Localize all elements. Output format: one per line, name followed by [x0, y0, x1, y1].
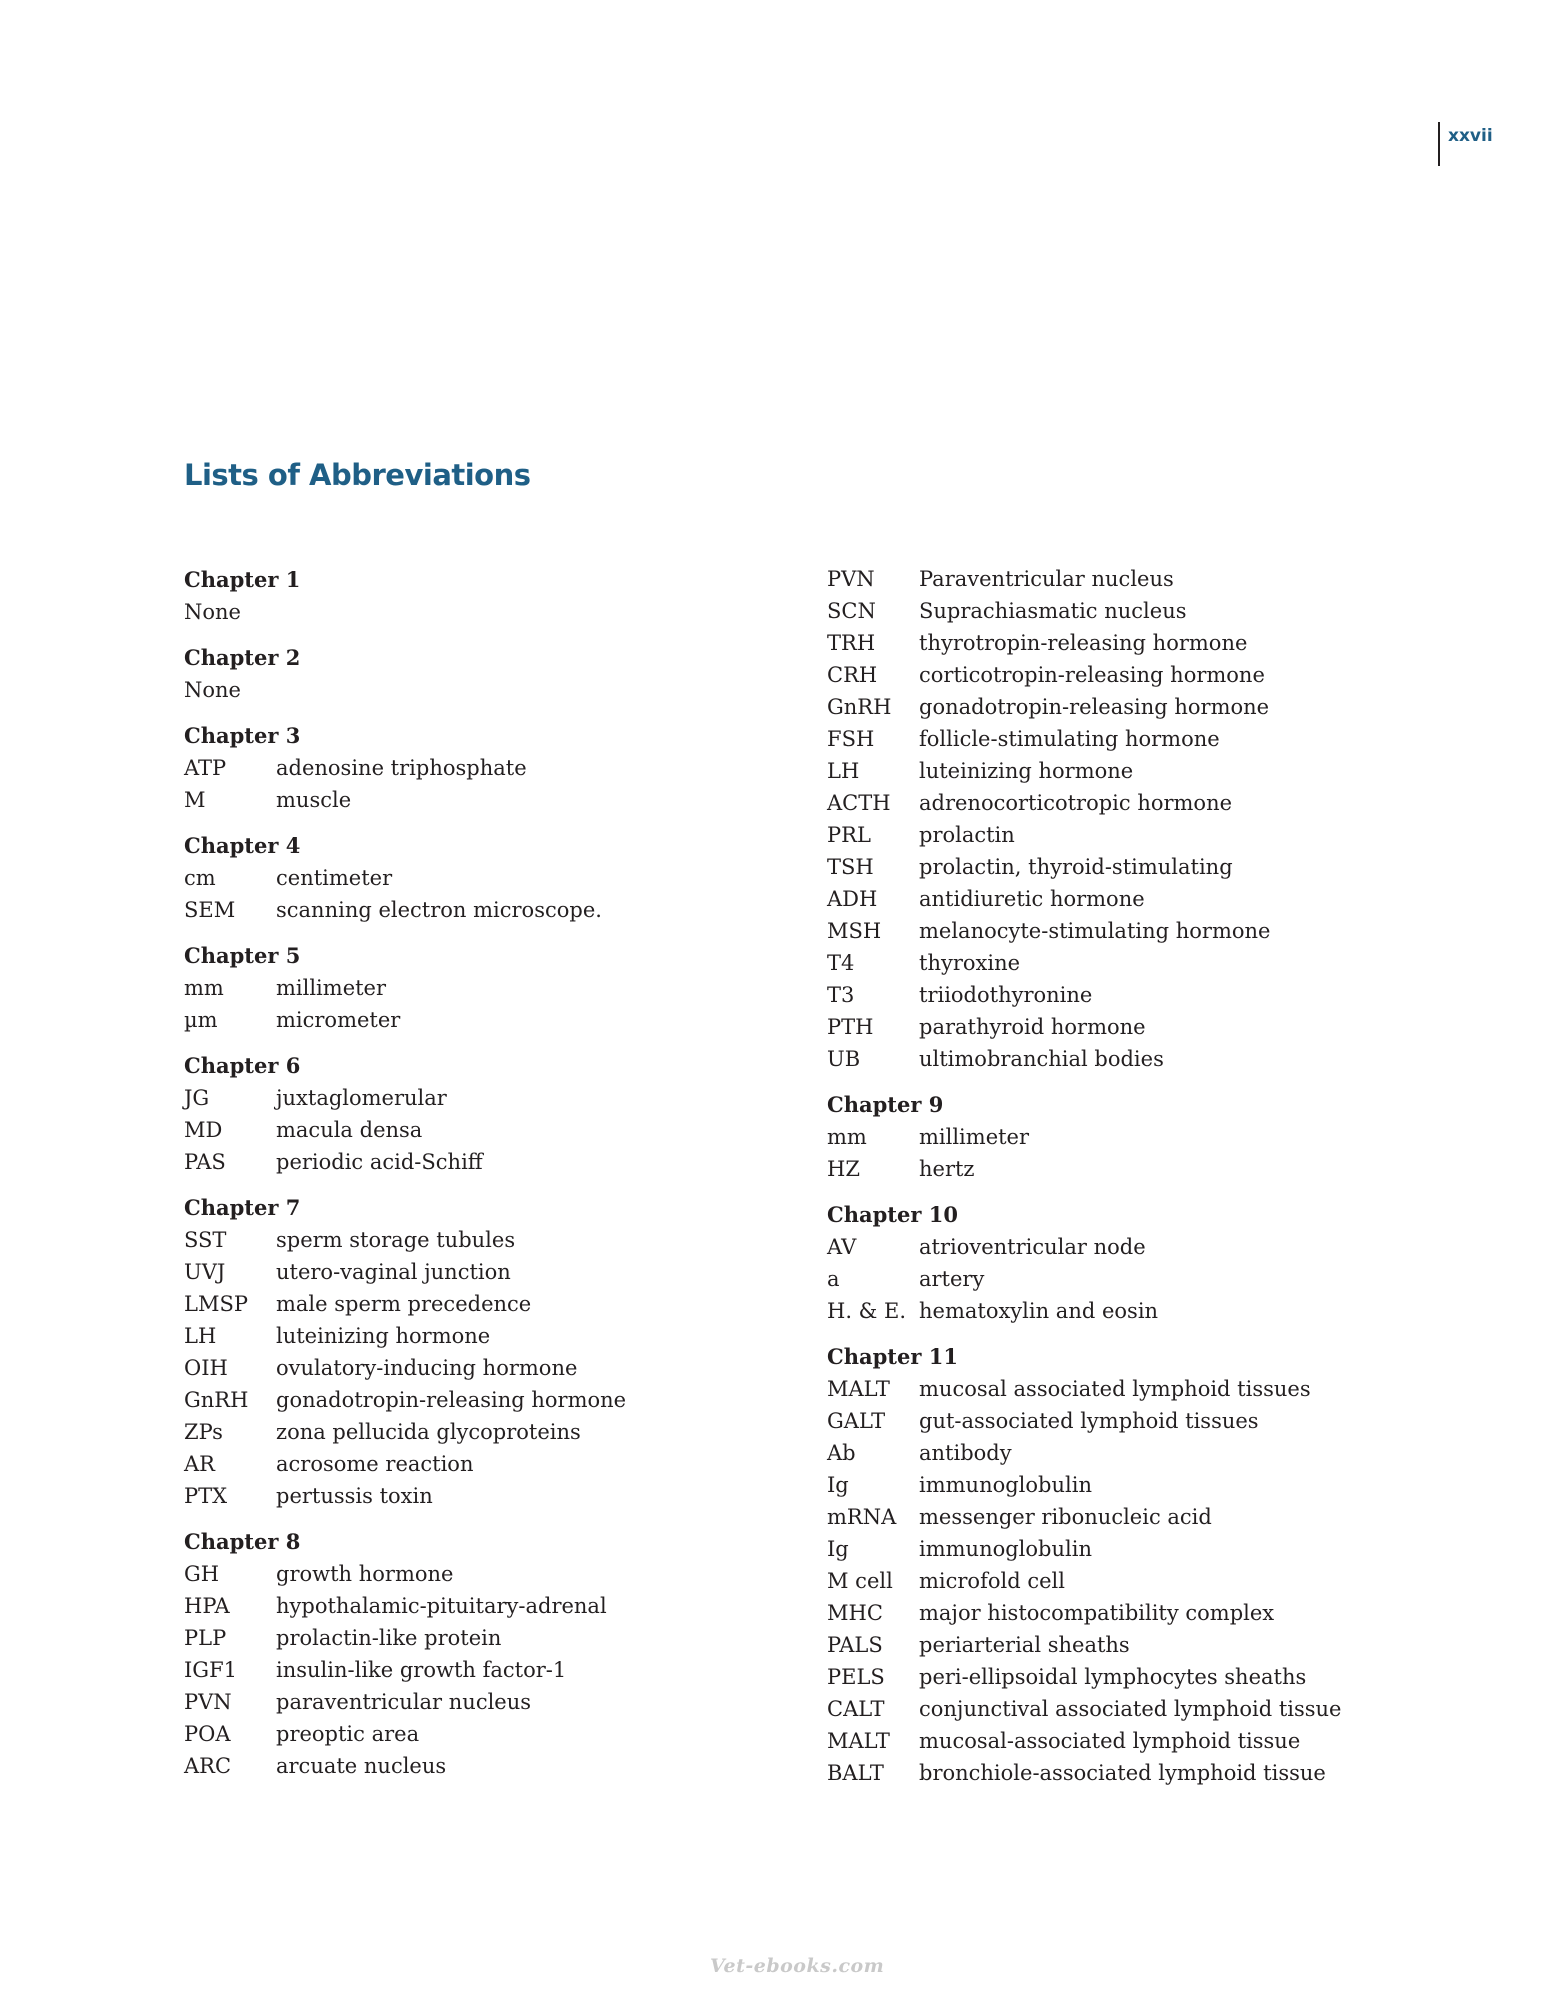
abbreviation-definition: immunoglobulin	[919, 1473, 1092, 1497]
abbreviation-definition: preoptic area	[276, 1722, 420, 1746]
abbreviation: cm	[184, 866, 216, 890]
abbreviation-definition: paraventricular nucleus	[276, 1690, 532, 1714]
abbreviation-entry	[827, 1437, 1387, 1469]
abbreviation: PELS	[827, 1665, 885, 1689]
abbreviation-definition: bronchiole-associated lymphoid tissue	[919, 1761, 1326, 1785]
abbreviation: TRH	[827, 631, 876, 655]
chapter-none-text: None	[184, 678, 241, 702]
abbreviation-entry	[827, 883, 1387, 915]
abbreviation: MD	[184, 1118, 223, 1142]
chapter-section	[184, 719, 744, 816]
chapter-heading: Chapter 1	[184, 567, 301, 592]
abbreviation-definition: major histocompatibility complex	[919, 1601, 1275, 1625]
abbreviation-definition: muscle	[276, 788, 352, 812]
abbreviation-entry	[827, 851, 1387, 883]
chapter-section	[184, 829, 744, 926]
chapter-section	[184, 1191, 744, 1512]
abbreviation-entry	[827, 1469, 1387, 1501]
abbreviation-entry	[184, 972, 744, 1004]
abbreviation: PLP	[184, 1626, 227, 1650]
chapter-section	[827, 1340, 1387, 1789]
abbreviation-definition: thyroxine	[919, 951, 1021, 975]
chapter-heading: Chapter 8	[184, 1529, 301, 1554]
abbreviation: FSH	[827, 727, 875, 751]
abbreviation: mRNA	[827, 1505, 897, 1529]
abbreviation-entry	[827, 1661, 1387, 1693]
abbreviation-definition: micrometer	[276, 1008, 401, 1032]
chapter-section	[184, 1049, 744, 1178]
abbreviation-definition: centimeter	[276, 866, 393, 890]
abbreviation: H. & E.	[827, 1299, 907, 1323]
chapter-heading: Chapter 6	[184, 1053, 301, 1078]
abbreviation: AR	[184, 1452, 215, 1476]
abbreviation: PTX	[184, 1484, 228, 1508]
abbreviation-definition: adrenocorticotropic hormone	[919, 791, 1233, 815]
abbreviation-definition: gonadotropin-releasing hormone	[919, 695, 1270, 719]
abbreviation-entry	[184, 1558, 744, 1590]
abbreviation-entry	[184, 1352, 744, 1384]
abbreviation-entry	[184, 1288, 744, 1320]
abbreviation: ACTH	[827, 791, 891, 815]
chapter-section	[184, 641, 744, 706]
abbreviation-definition: periodic acid-Schiff	[276, 1150, 483, 1174]
abbreviation-entry	[827, 755, 1387, 787]
chapter-heading: Chapter 2	[184, 645, 301, 670]
abbreviation-entry	[184, 894, 744, 926]
abbreviation-entry	[184, 1750, 744, 1782]
page-title: Lists of Abbreviations	[184, 458, 531, 492]
chapter-heading: Chapter 4	[184, 833, 301, 858]
abbreviation: mm	[184, 976, 224, 1000]
abbreviation-definition: prolactin-like protein	[276, 1626, 502, 1650]
abbreviation: ZPs	[184, 1420, 223, 1444]
abbreviation: GnRH	[184, 1388, 249, 1412]
abbreviation: MALT	[827, 1377, 890, 1401]
abbreviation-entry	[827, 1725, 1387, 1757]
abbreviation-definition: zona pellucida glycoproteins	[276, 1420, 581, 1444]
abbreviation-definition: hypothalamic-pituitary-adrenal	[276, 1594, 607, 1618]
abbreviation-entry	[827, 1263, 1387, 1295]
abbreviation-entry	[827, 979, 1387, 1011]
abbreviation: GnRH	[827, 695, 892, 719]
abbreviation-entry	[184, 1448, 744, 1480]
abbreviation-definition: acrosome reaction	[276, 1452, 474, 1476]
abbreviation-entry	[827, 1597, 1387, 1629]
chapter-section	[184, 563, 744, 628]
abbreviation: Ig	[827, 1473, 849, 1497]
abbreviation-entry	[827, 563, 1387, 595]
abbreviation-entry	[827, 787, 1387, 819]
abbreviation-entry	[827, 1373, 1387, 1405]
abbreviation-entry	[827, 1629, 1387, 1661]
abbreviation-entry	[827, 1121, 1387, 1153]
abbreviation: PVN	[184, 1690, 232, 1714]
abbreviation: HZ	[827, 1157, 860, 1181]
abbreviation-definition: macula densa	[276, 1118, 423, 1142]
abbreviation-entry	[827, 1693, 1387, 1725]
abbreviation-entry	[827, 915, 1387, 947]
left-column	[184, 563, 744, 1795]
abbreviation-entry	[827, 691, 1387, 723]
abbreviation-definition: male sperm precedence	[276, 1292, 532, 1316]
abbreviation-entry	[827, 659, 1387, 691]
chapter-section	[827, 1088, 1387, 1185]
abbreviation-definition: Paraventricular nucleus	[919, 567, 1174, 591]
abbreviation-entry	[184, 784, 744, 816]
abbreviation: UB	[827, 1047, 861, 1071]
abbreviation-entry	[184, 1320, 744, 1352]
abbreviation: SST	[184, 1228, 227, 1252]
abbreviation-entry	[184, 1256, 744, 1288]
abbreviation-entry	[184, 1622, 744, 1654]
abbreviation: a	[827, 1267, 840, 1291]
watermark-logo: Vet-ebooks.com	[710, 1955, 885, 1977]
right-column	[827, 563, 1387, 1802]
abbreviation: ARC	[184, 1754, 232, 1778]
abbreviation-definition: millimeter	[276, 976, 387, 1000]
abbreviation: LMSP	[184, 1292, 248, 1316]
abbreviation: POA	[184, 1722, 231, 1746]
abbreviation-entry	[827, 1011, 1387, 1043]
abbreviation-entry	[184, 1004, 744, 1036]
abbreviation: BALT	[827, 1761, 884, 1785]
abbreviation-entry	[184, 1384, 744, 1416]
abbreviation: JG	[184, 1086, 210, 1110]
chapter-heading: Chapter 5	[184, 943, 301, 968]
abbreviation: LH	[184, 1324, 217, 1348]
abbreviation: AV	[827, 1235, 857, 1259]
abbreviation: SEM	[184, 898, 236, 922]
abbreviation-entry	[184, 1082, 744, 1114]
abbreviation-definition: millimeter	[919, 1125, 1030, 1149]
chapter-none-text: None	[184, 600, 241, 624]
abbreviation: T4	[827, 951, 855, 975]
abbreviation-definition: follicle-stimulating hormone	[919, 727, 1220, 751]
abbreviation-definition: scanning electron microscope.	[276, 898, 602, 922]
abbreviation: ADH	[827, 887, 878, 911]
abbreviation: µm	[184, 1008, 218, 1032]
abbreviation-definition: immunoglobulin	[919, 1537, 1092, 1561]
abbreviation: PAS	[184, 1150, 226, 1174]
chapter-section	[827, 563, 1387, 1075]
abbreviation: HPA	[184, 1594, 230, 1618]
abbreviation-entry	[184, 1654, 744, 1686]
abbreviation-definition: periarterial sheaths	[919, 1633, 1130, 1657]
abbreviation-entry	[184, 1590, 744, 1622]
chapter-heading: Chapter 7	[184, 1195, 301, 1220]
page-number: xxvii	[1438, 122, 1493, 166]
abbreviation-entry	[827, 1501, 1387, 1533]
abbreviation-entry	[827, 1043, 1387, 1075]
abbreviation-definition: antidiuretic hormone	[919, 887, 1145, 911]
abbreviation: Ig	[827, 1537, 849, 1561]
abbreviation-entry	[827, 1295, 1387, 1327]
abbreviation-definition: arcuate nucleus	[276, 1754, 447, 1778]
abbreviation: OIH	[184, 1356, 228, 1380]
chapter-heading: Chapter 11	[827, 1344, 958, 1369]
abbreviation-entry	[827, 1533, 1387, 1565]
chapter-section	[184, 1525, 744, 1782]
abbreviation-definition: gut-associated lymphoid tissues	[919, 1409, 1259, 1433]
chapter-section	[827, 1198, 1387, 1327]
abbreviation-definition: atrioventricular node	[919, 1235, 1146, 1259]
abbreviation-definition: peri-ellipsoidal lymphocytes sheaths	[919, 1665, 1307, 1689]
abbreviation-definition: insulin-like growth factor-1	[276, 1658, 567, 1682]
abbreviation-definition: messenger ribonucleic acid	[919, 1505, 1212, 1529]
abbreviation-entry	[184, 1686, 744, 1718]
abbreviation-definition: pertussis toxin	[276, 1484, 433, 1508]
abbreviation-definition: corticotropin-releasing hormone	[919, 663, 1265, 687]
abbreviation-entry	[827, 1405, 1387, 1437]
abbreviation: CALT	[827, 1697, 885, 1721]
abbreviation: IGF1	[184, 1658, 238, 1682]
abbreviation-definition: growth hormone	[276, 1562, 454, 1586]
abbreviation-entry	[184, 1146, 744, 1178]
abbreviation-definition: luteinizing hormone	[919, 759, 1134, 783]
abbreviation-definition: artery	[919, 1267, 985, 1291]
abbreviation-entry	[184, 1224, 744, 1256]
abbreviation: MSH	[827, 919, 882, 943]
abbreviation-entry	[827, 595, 1387, 627]
abbreviation: M	[184, 788, 206, 812]
abbreviation: mm	[827, 1125, 867, 1149]
abbreviation: PVN	[827, 567, 875, 591]
abbreviation: PTH	[827, 1015, 874, 1039]
abbreviation-definition: melanocyte-stimulating hormone	[919, 919, 1271, 943]
abbreviation: PALS	[827, 1633, 883, 1657]
chapter-heading: Chapter 10	[827, 1202, 958, 1227]
abbreviation-entry	[184, 1718, 744, 1750]
abbreviation-definition: ultimobranchial bodies	[919, 1047, 1164, 1071]
abbreviation-entry	[827, 1231, 1387, 1263]
abbreviation-definition: microfold cell	[919, 1569, 1065, 1593]
abbreviation: MHC	[827, 1601, 883, 1625]
abbreviation-definition: mucosal associated lymphoid tissues	[919, 1377, 1311, 1401]
abbreviation-entry	[827, 947, 1387, 979]
chapter-heading: Chapter 9	[827, 1092, 944, 1117]
abbreviation-definition: luteinizing hormone	[276, 1324, 491, 1348]
abbreviation: SCN	[827, 599, 876, 623]
abbreviation-definition: prolactin	[919, 823, 1015, 847]
abbreviation-definition: juxtaglomerular	[276, 1086, 447, 1110]
abbreviation-entry	[827, 1565, 1387, 1597]
abbreviation-definition: ovulatory-inducing hormone	[276, 1356, 578, 1380]
abbreviation-definition: utero-vaginal junction	[276, 1260, 511, 1284]
abbreviation: MALT	[827, 1729, 890, 1753]
abbreviation-entry	[184, 752, 744, 784]
abbreviation-definition: Suprachiasmatic nucleus	[919, 599, 1187, 623]
abbreviation: GALT	[827, 1409, 886, 1433]
abbreviation-entry	[184, 1114, 744, 1146]
abbreviation-entry	[827, 1757, 1387, 1789]
abbreviation: GH	[184, 1562, 220, 1586]
abbreviation-definition: adenosine triphosphate	[276, 756, 527, 780]
abbreviation: M cell	[827, 1569, 893, 1593]
abbreviation-definition: parathyroid hormone	[919, 1015, 1146, 1039]
abbreviation-entry	[184, 862, 744, 894]
abbreviation-entry	[827, 1153, 1387, 1185]
chapter-heading: Chapter 3	[184, 723, 301, 748]
abbreviation-entry	[184, 1480, 744, 1512]
abbreviation-entry	[827, 627, 1387, 659]
abbreviation: ATP	[184, 756, 227, 780]
abbreviation: UVJ	[184, 1260, 226, 1284]
abbreviation-definition: hematoxylin and eosin	[919, 1299, 1159, 1323]
abbreviation-definition: mucosal-associated lymphoid tissue	[919, 1729, 1301, 1753]
abbreviation-definition: prolactin, thyroid-stimulating	[919, 855, 1233, 879]
abbreviation-entry	[827, 819, 1387, 851]
abbreviation: LH	[827, 759, 860, 783]
abbreviation-definition: sperm storage tubules	[276, 1228, 516, 1252]
abbreviation-definition: conjunctival associated lymphoid tissue	[919, 1697, 1342, 1721]
abbreviation-definition: triiodothyronine	[919, 983, 1093, 1007]
abbreviation: T3	[827, 983, 855, 1007]
abbreviation-definition: antibody	[919, 1441, 1012, 1465]
abbreviation: PRL	[827, 823, 871, 847]
abbreviation: Ab	[827, 1441, 856, 1465]
abbreviation: CRH	[827, 663, 878, 687]
abbreviation-definition: hertz	[919, 1157, 975, 1181]
abbreviation: TSH	[827, 855, 874, 879]
abbreviation-entry	[827, 723, 1387, 755]
chapter-section	[184, 939, 744, 1036]
abbreviation-definition: thyrotropin-releasing hormone	[919, 631, 1248, 655]
abbreviation-entry	[184, 1416, 744, 1448]
abbreviation-definition: gonadotropin-releasing hormone	[276, 1388, 627, 1412]
